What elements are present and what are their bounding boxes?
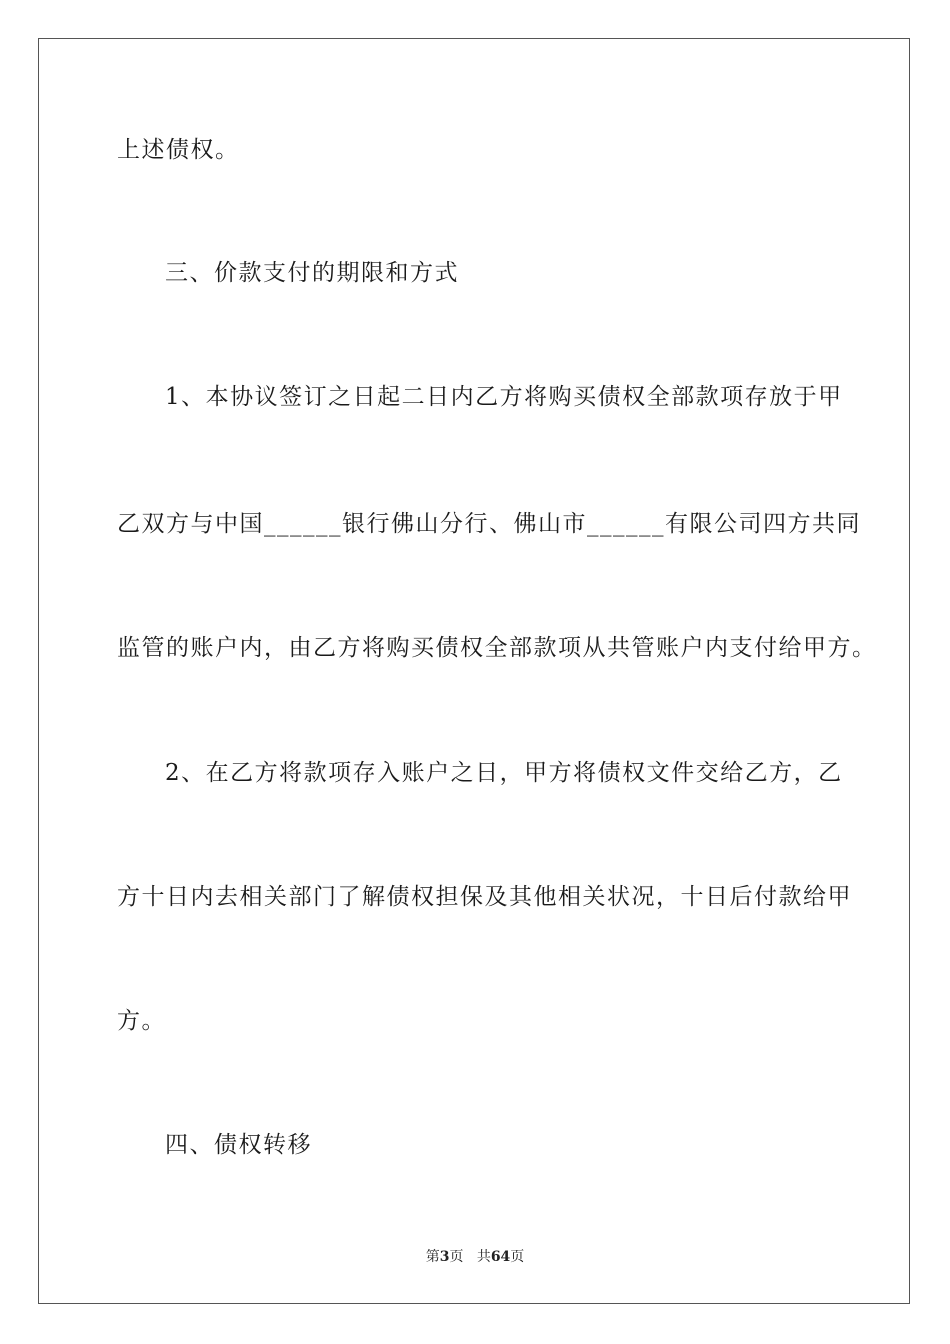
text-line-3: 1、本协议签订之日起二日内乙方将购买债权全部款项存放于甲 [165,384,843,410]
section-heading-4: 四、债权转移 [165,1132,312,1158]
text-line-4: 乙双方与中国______银行佛山分行、佛山市______有限公司四方共同 [117,511,861,537]
text-line-8: 方。 [117,1008,166,1034]
total-suffix: 页 [510,1249,525,1265]
total-prefix: 共 [476,1249,491,1265]
section-heading-3: 三、价款支付的期限和方式 [165,260,459,286]
text-line-1: 上述债权。 [117,137,240,163]
text-line-7: 方十日内去相关部门了解债权担保及其他相关状况，十日后付款给甲 [117,884,852,910]
page-number: 3 [439,1249,450,1265]
page-prefix: 第 [425,1249,440,1265]
page-footer [0,1246,950,1266]
page-border [38,38,910,1304]
total-pages: 64 [490,1249,511,1265]
page-suffix: 页 [449,1249,464,1265]
text-line-6: 2、在乙方将款项存入账户之日，甲方将债权文件交给乙方，乙 [165,760,843,786]
text-line-5: 监管的账户内，由乙方将购买债权全部款项从共管账户内支付给甲方。 [117,635,877,661]
